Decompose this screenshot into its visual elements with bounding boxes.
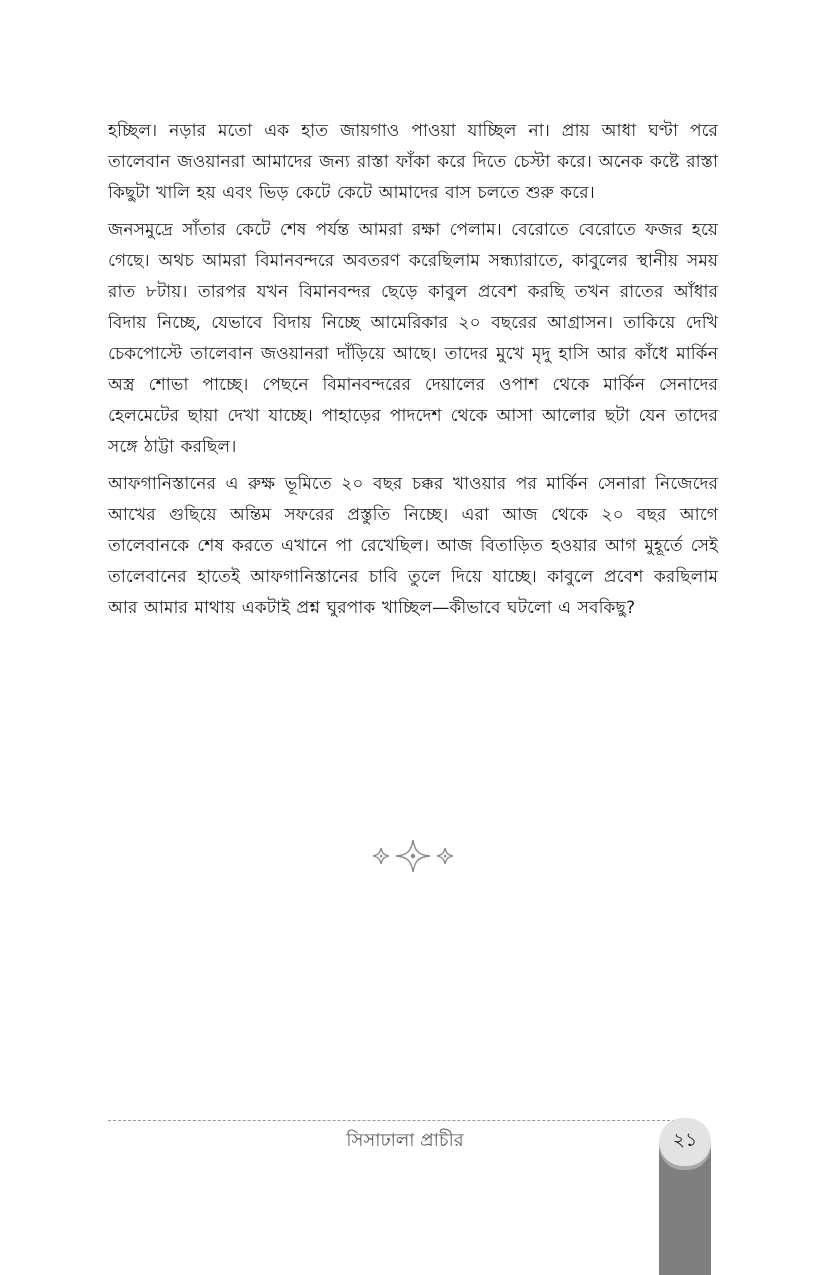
page-body <box>108 116 718 630</box>
running-footer-title: সিসাঢালা প্রাচীর <box>346 1130 464 1151</box>
paragraph-2: জনসমুদ্রে সাঁতার কেটে শেষ পর্যন্ত আমরা রক্ষা পেলাম। বেরোতে বেরোতে ফজর হয়ে গেছে। অথচ আমরা বিমানবন্দরে অবতরণ করেছিলাম সন্ধ্যারাতে, কাবুলের স্থানীয় সময় রাত ৮টায়। তারপর যখন বিমানবন্দর ছেড়ে কাবুল প্রবেশ করছি তখন রাতের আঁধার বিদায় নিচ্ছে, যেভাবে বিদায় নিচ্ছে আমেরিকার ২০ বছরের আগ্রাসন। তাকিয়ে দেখি চেকপোস্টে তালেবান জওয়ানরা দাঁড়িয়ে আছে। তাদের মুখে মৃদু হাসি আর কাঁধে মার্কিন অস্ত্র শোভা পাচ্ছে। পেছনে বিমানবন্দরের দেয়ালের ওপাশ থেকে মার্কিন সেনাদের হেলমেটের ছায়া দেখা যাচ্ছে। পাহাড়ের পাদদেশ থেকে আসা আলোর ছটা যেন তাদের সঙ্গে ঠাট্টা করছিল। <box>108 220 718 457</box>
page-number: ২১ <box>672 1129 698 1151</box>
footer-divider <box>108 1120 680 1121</box>
sparkle-ornament-icon <box>368 836 458 876</box>
paragraph-3: আফগানিস্তানের এ রুক্ষ ভূমিতে ২০ বছর চক্কর খাওয়ার পর মার্কিন সেনারা নিজেদের আখের গুছিয়ে অন্তিম সফরের প্রস্তুতি নিচ্ছে। এরা আজ থেকে ২০ বছর আগে তালেবানকে শেষ করতে এখানে পা রেখেছিল। আজ বিতাড়িত হওয়ার আগ মুহূর্তে সেই তালেবানের হাতেই আফগানিস্তানের চাবি তুলে দিয়ে যাচ্ছে। কাবুলে প্রবেশ করছিলাম আর আমার মাথায় একটাই প্রশ্ন ঘুরপাক খাচ্ছিল—কীভাবে ঘটলো এ সবকিছু? <box>108 474 718 618</box>
paragraph-1: হচ্ছিল। নড়ার মতো এক হাত জায়গাও পাওয়া যাচ্ছিল না। প্রায় আধা ঘণ্টা পরে তালেবান জওয়ানরা আমাদের জন্য রাস্তা ফাঁকা করে দিতে চেস্টা করে। অনেক কষ্টে রাস্তা কিছুটা খালি হয় এবং ভিড় কেটে কেটে আমাদের বাস চলতে শুরু করে। <box>108 121 718 203</box>
